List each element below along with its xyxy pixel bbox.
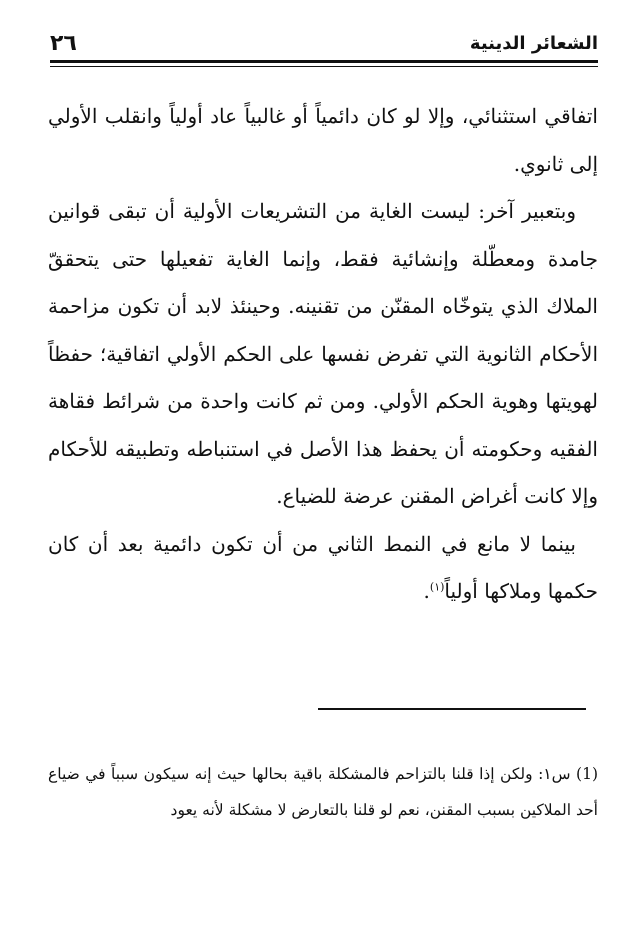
running-header	[50, 26, 598, 60]
paragraph-3	[48, 521, 598, 616]
paragraph-3-text: بينما لا مانع في النمط الثاني من أن تكون دائمية بعد أن كان حكمها وملاكها أولياً	[48, 531, 598, 603]
page-number: ٢٦	[50, 30, 77, 56]
header-rule-thick	[50, 60, 598, 63]
running-title: الشعائر الدينية	[469, 32, 598, 54]
main-text	[48, 93, 598, 616]
paragraph-3-period: .	[423, 579, 430, 603]
paragraph-2: وبتعبير آخر: ليست الغاية من التشريعات الأولية أن تبقى قوانين جامدة ومعطّلة وإنشائية فقط، وإنما الغاية تفعيلها حتى يتحققّ الملاك الذي يتوخّاه المقنّن من تقنينه. وحينئذ لابد أن تكون مزاحمة الأحكام الثانوية التي تفرض نفسها على الحكم الأولي اتفاقية؛ حفظاً لهويتها وهوية الحكم الأولي. ومن ثم كانت واحدة من شرائط فقاهة الفقيه وحكومته أن يحفظ هذا الأصل في استنباطه وتطبيقه للأحكام وإلا كانت أغراض المقنن عرضة للضياع.	[48, 199, 598, 508]
footnote-separator	[318, 708, 586, 710]
footnote-text: (1) س١: ولكن إذا قلنا بالتزاحم فالمشكلة باقية بحالها حيث إنه سيكون سبباً في ضياع أحد الملاكين بسبب المقنن، نعم لو قلنا بالتعارض لا مشكلة لأنه يعود	[48, 765, 598, 819]
header-rule-thin	[50, 66, 598, 67]
footnote-reference[interactable]: (١)	[429, 580, 445, 594]
footnote	[48, 756, 598, 828]
paragraph-1: اتفاقي استثنائي، وإلا لو كان دائمياً أو غالبياً عاد أولياً وانقلب الأولي إلى ثانوي.	[48, 104, 598, 176]
